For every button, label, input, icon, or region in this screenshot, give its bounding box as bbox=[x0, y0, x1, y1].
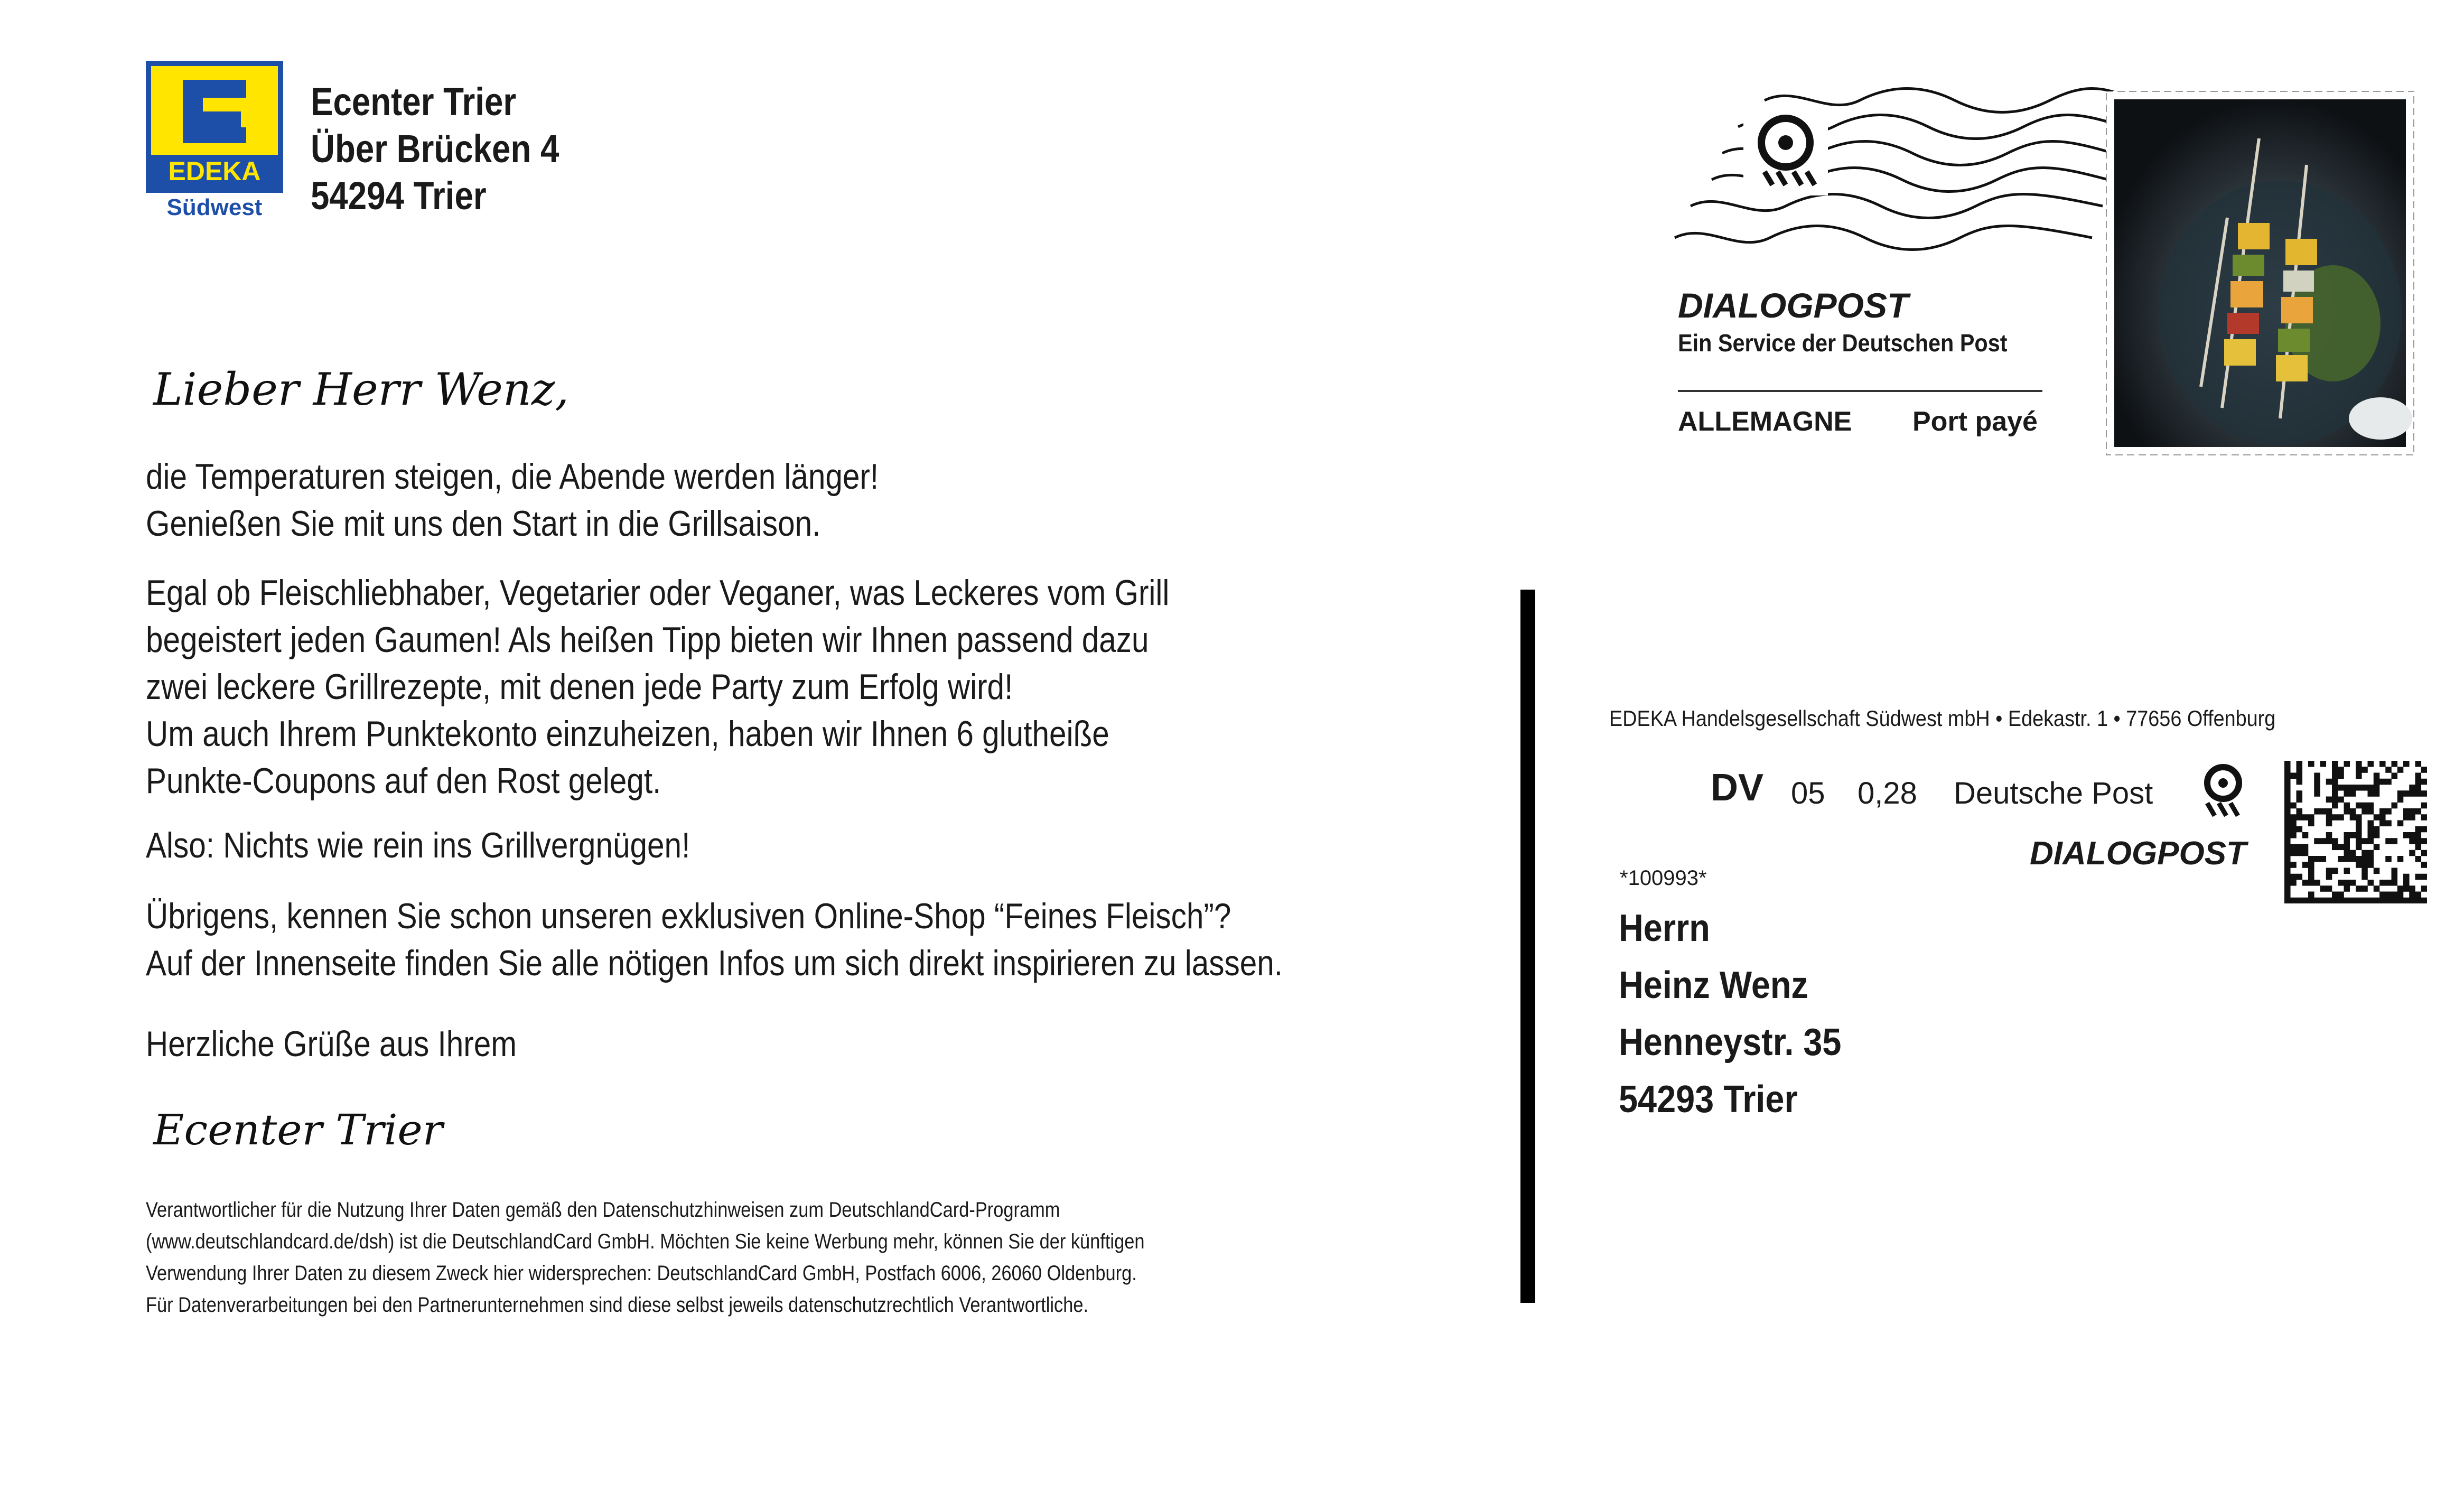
paragraph-4 bbox=[146, 893, 1283, 987]
text-line: Genießen Sie mit uns den Start in die Grillsaison. bbox=[146, 503, 821, 544]
stamp-postage: Port payé bbox=[1912, 406, 2038, 437]
disclaimer-line: Für Datenverarbeitungen bei den Partnerunternehmen sind diese selbst jeweils datenschutzrechtlich Verantwortliche. bbox=[146, 1293, 1089, 1317]
signature: Ecenter Trier bbox=[153, 1105, 443, 1154]
return-address: EDEKA Handelsgesellschaft Südwest mbH • Edekastr. 1 • 77656 Offenburg bbox=[1609, 706, 2276, 731]
sender-name: Ecenter Trier bbox=[311, 80, 517, 124]
paragraph-2 bbox=[146, 570, 1169, 805]
text-line: Also: Nichts wie rein ins Grillvergnügen! bbox=[146, 825, 690, 865]
text-line: begeistert jeden Gaumen! Als heißen Tipp bieten wir Ihnen passend dazu bbox=[146, 620, 1149, 660]
salutation: Lieber Herr Wenz, bbox=[153, 363, 569, 415]
franking-amount: 0,28 bbox=[1858, 776, 1917, 810]
text-line: die Temperaturen steigen, die Abende werden länger! bbox=[146, 456, 879, 497]
franking-product: DIALOGPOST bbox=[2030, 835, 2246, 872]
address-divider bbox=[1520, 590, 1535, 1303]
recipient-street: Henneystr. 35 bbox=[1619, 1021, 1842, 1064]
sender-city: 54294 Trier bbox=[311, 174, 487, 218]
text-line: Auf der Innenseite finden Sie alle nötigen Infos um sich direkt inspirieren zu lassen. bbox=[146, 943, 1283, 983]
edeka-logo bbox=[146, 61, 283, 219]
disclaimer-line: Verwendung Ihrer Daten zu diesem Zweck hier widersprechen: DeutschlandCard GmbH, Postfach 6006, 26060 Oldenburg. bbox=[146, 1262, 1137, 1285]
text-line: Um auch Ihrem Punktekonto einzuheizen, haben wir Ihnen 6 glutheiße bbox=[146, 714, 1109, 754]
stamp-subtitle: Ein Service der Deutschen Post bbox=[1678, 329, 2008, 357]
franking-prefix: DV bbox=[1711, 767, 1764, 809]
franking-posthorn-icon bbox=[2191, 761, 2255, 819]
stamp-country: ALLEMAGNE bbox=[1678, 406, 1852, 437]
text-line: Punkte-Coupons auf den Rost gelegt. bbox=[146, 761, 661, 801]
recipient-salutation: Herrn bbox=[1619, 907, 1710, 949]
text-line: Herzliche Grüße aus Ihrem bbox=[146, 1024, 517, 1064]
sender-address bbox=[311, 78, 559, 219]
stamp-divider bbox=[1678, 390, 2042, 392]
datamatrix-code bbox=[2284, 761, 2427, 903]
franking-code: 05 bbox=[1791, 776, 1825, 810]
privacy-disclaimer bbox=[146, 1194, 1144, 1321]
customer-reference: *100993* bbox=[1620, 866, 1707, 890]
disclaimer-line: (www.deutschlandcard.de/dsh) ist die DeutschlandCard GmbH. Möchten Sie keine Werbung mehr, können Sie der künftigen bbox=[146, 1230, 1145, 1253]
stamp-title: DIALOGPOST bbox=[1678, 286, 1909, 325]
logo-brand-text: EDEKA bbox=[168, 156, 261, 186]
franking-carrier: Deutsche Post bbox=[1954, 776, 2153, 810]
paragraph-1 bbox=[146, 453, 879, 547]
text-line: Übrigens, kennen Sie schon unseren exklusiven Online-Shop “Feines Fleisch”? bbox=[146, 896, 1231, 936]
paragraph-5 bbox=[146, 1021, 517, 1068]
paragraph-3 bbox=[146, 822, 690, 869]
stamp-photo bbox=[2106, 91, 2414, 455]
cancellation-waves bbox=[1659, 79, 2134, 280]
recipient-city: 54293 Trier bbox=[1619, 1078, 1798, 1121]
text-line: zwei leckere Grillrezepte, mit denen jede Party zum Erfolg wird! bbox=[146, 667, 1013, 707]
logo-region-text: Südwest bbox=[166, 194, 263, 219]
recipient-name: Heinz Wenz bbox=[1619, 964, 1808, 1006]
text-line: Egal ob Fleischliebhaber, Vegetarier oder Veganer, was Leckeres vom Grill bbox=[146, 573, 1170, 613]
disclaimer-line: Verantwortlicher für die Nutzung Ihrer Daten gemäß den Datenschutzhinweisen zum DeutschlandCard-Programm bbox=[146, 1198, 1060, 1221]
sender-street: Über Brücken 4 bbox=[311, 127, 559, 171]
